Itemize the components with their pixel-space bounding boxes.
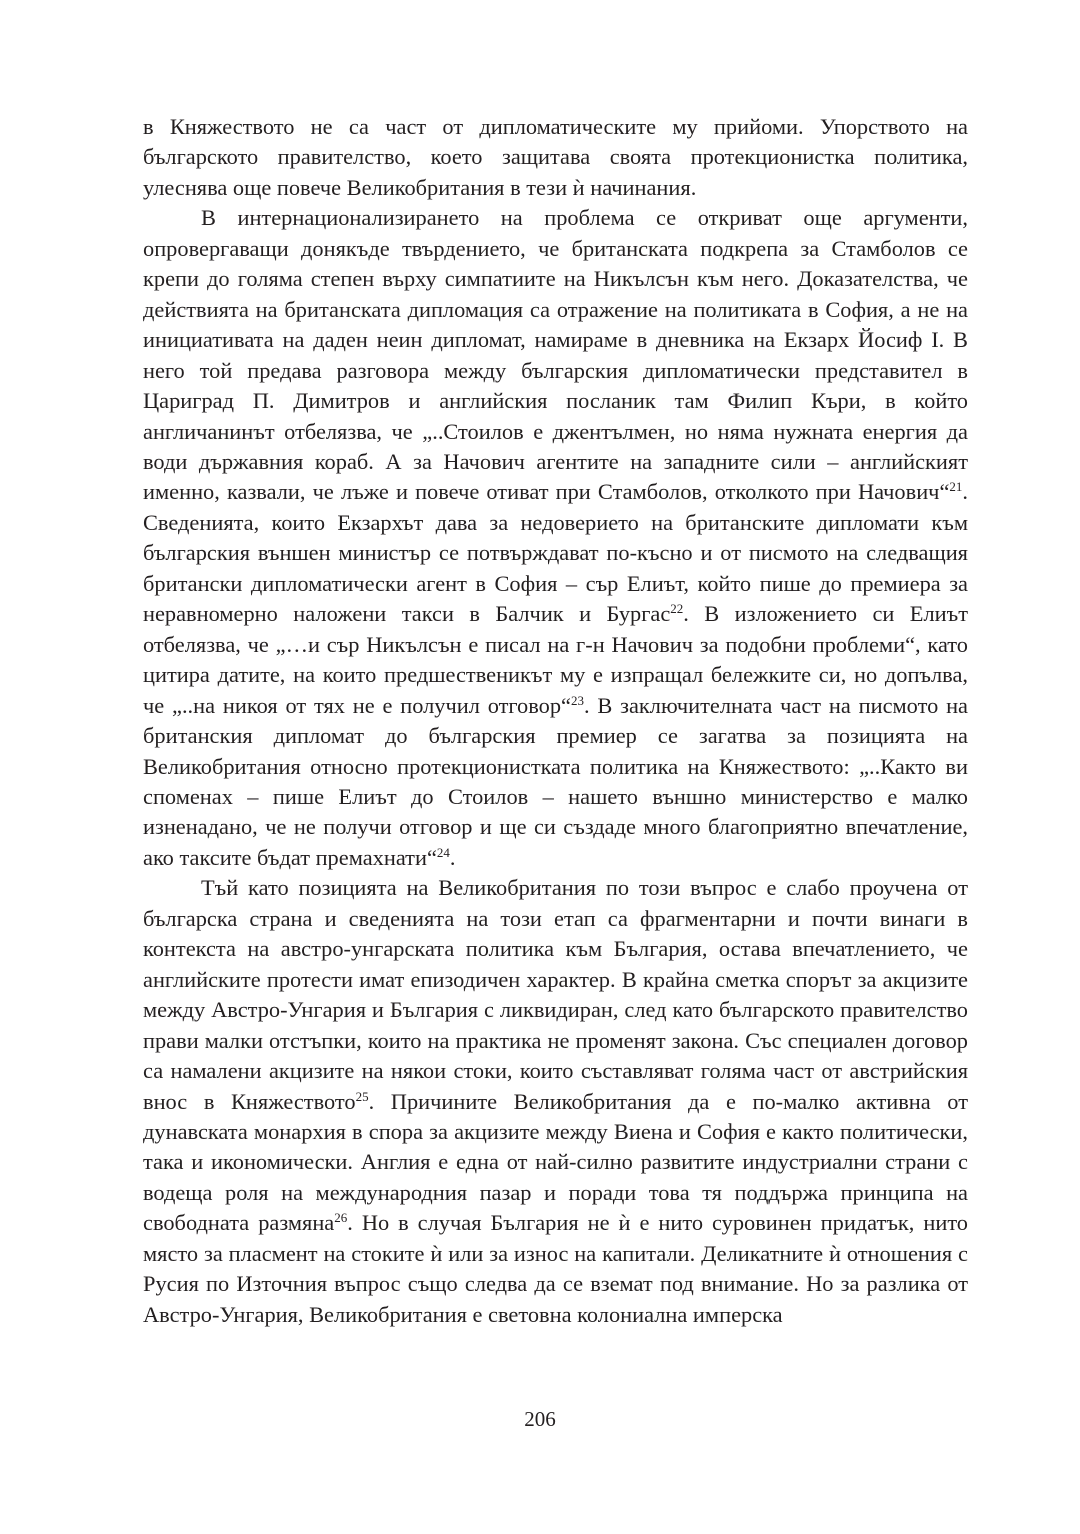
footnote-ref-26[interactable]: 26 bbox=[334, 1210, 348, 1226]
paragraph-2-text-2: . Сведенията, които Екзархът дава за недоверието на британските дипломати към българския външен министър се потвърждават по-късно и от писмото на следващия британски дипломатически агент в София – сър Елиът, който пише до премиера за неравномерно наложени такси в Балчик и Бургас bbox=[143, 479, 968, 627]
paragraph-2-text-1: В интернационализирането на проблема се откриват още аргументи, опровергаващи донякъде твърдението, че британската подкрепа за Стамболов се крепи до голяма степен върху симпатиите на Никълсън към него. Доказателства, че действията на британската дипломация са отражение на политиката в София, а не на инициативата на даден неин дипломат, намираме в дневника на Екзарх Йосиф I. В него той предава разговора между българския дипломатически представител в Цариград П. Димитров и английския посланик там Филип Къри, в който англичанинът отбелязва, че „..Стоилов е джентълмен, но няма нужната енергия да води държавния кораб. А за Начович агентите на западните сили – английският именно, казвали, че лъже и повече отиват при Стамболов, отколкото при Начович“ bbox=[143, 205, 968, 505]
paragraph-3-text-3: . Но в случая България не ѝ е нито суровинен придатък, нито място за пласмент на стоките ѝ или за износ на капитали. Деликатните ѝ отношения с Русия по Източния въпрос също следва да се вземат под внимание. Но за разлика от Австро-Унгария, Великобритания е световна колониална имперска bbox=[143, 1210, 969, 1327]
paragraph-3 bbox=[143, 873, 968, 1330]
page-number: 206 bbox=[524, 1407, 556, 1431]
page-body bbox=[143, 112, 968, 1330]
footnote-ref-22[interactable]: 22 bbox=[670, 601, 684, 617]
footnote-ref-23[interactable]: 23 bbox=[570, 692, 584, 708]
paragraph-3-text-2: . Причините Великобритания да е по-малко активна от дунавската монархия в спора за акцизите между Виена и София е както политически, така и икономически. Англия е една от най-силно развитите индустриални страни с водеща роля на международния пазар и поради това тя поддържа принципа на свободната размяна bbox=[143, 1088, 968, 1236]
paragraph-3-text-1: Тъй като позицията на Великобритания по този въпрос е слабо проучена от българска страна и сведенията на този етап са фрагментарни и почти винаги в контекста на австро-унгарската политика към България, остава впечатлението, че английските протести имат епизодичен характер. В крайна сметка спорът за акцизите между Австро-Унгария и България с ликвидиран, след като българското правителство прави малки отстъпки, които на практика не променят закона. Със специален договор са намалени акцизите на някои стоки, които съставляват голяма част от австрийския внос в Княжеството bbox=[143, 875, 968, 1114]
paragraph-2-text-3: . В изложението си Елиът отбелязва, че „…и сър Никълсън е писал на г-н Начович за подобни проблеми“, като цитира датите, на които предшественикът му е изпращал бележките си, но допълва, че „..на никоя от тях не е получил отговор“ bbox=[143, 601, 968, 718]
paragraph-1 bbox=[143, 112, 968, 203]
footnote-ref-21[interactable]: 21 bbox=[949, 479, 963, 495]
footnote-ref-25[interactable]: 25 bbox=[355, 1088, 369, 1104]
paragraph-1-text: в Княжеството не са част от дипломатическите му прийоми. Упорството на българското правителство, което защитава своята протекционистка политика, улеснява още повече Великобритания в тези ѝ начинания. bbox=[143, 114, 968, 200]
paragraph-2-text-5: . bbox=[449, 844, 456, 870]
paragraph-2 bbox=[143, 203, 968, 873]
paragraph-2-text-4: . В заключителната част на писмото на британския дипломат до българския премиер се загатва за позицията на Великобритания относно протекционистката политика на Княжеството: „..Както ви споменах – пише Елиът до Стоилов – нашето външно министерство е малко изненадано, че не получи отговор и ще си създаде много благоприятно впечатление, ако таксите бъдат премахнати“ bbox=[143, 692, 968, 870]
footnote-ref-24[interactable]: 24 bbox=[436, 844, 450, 860]
